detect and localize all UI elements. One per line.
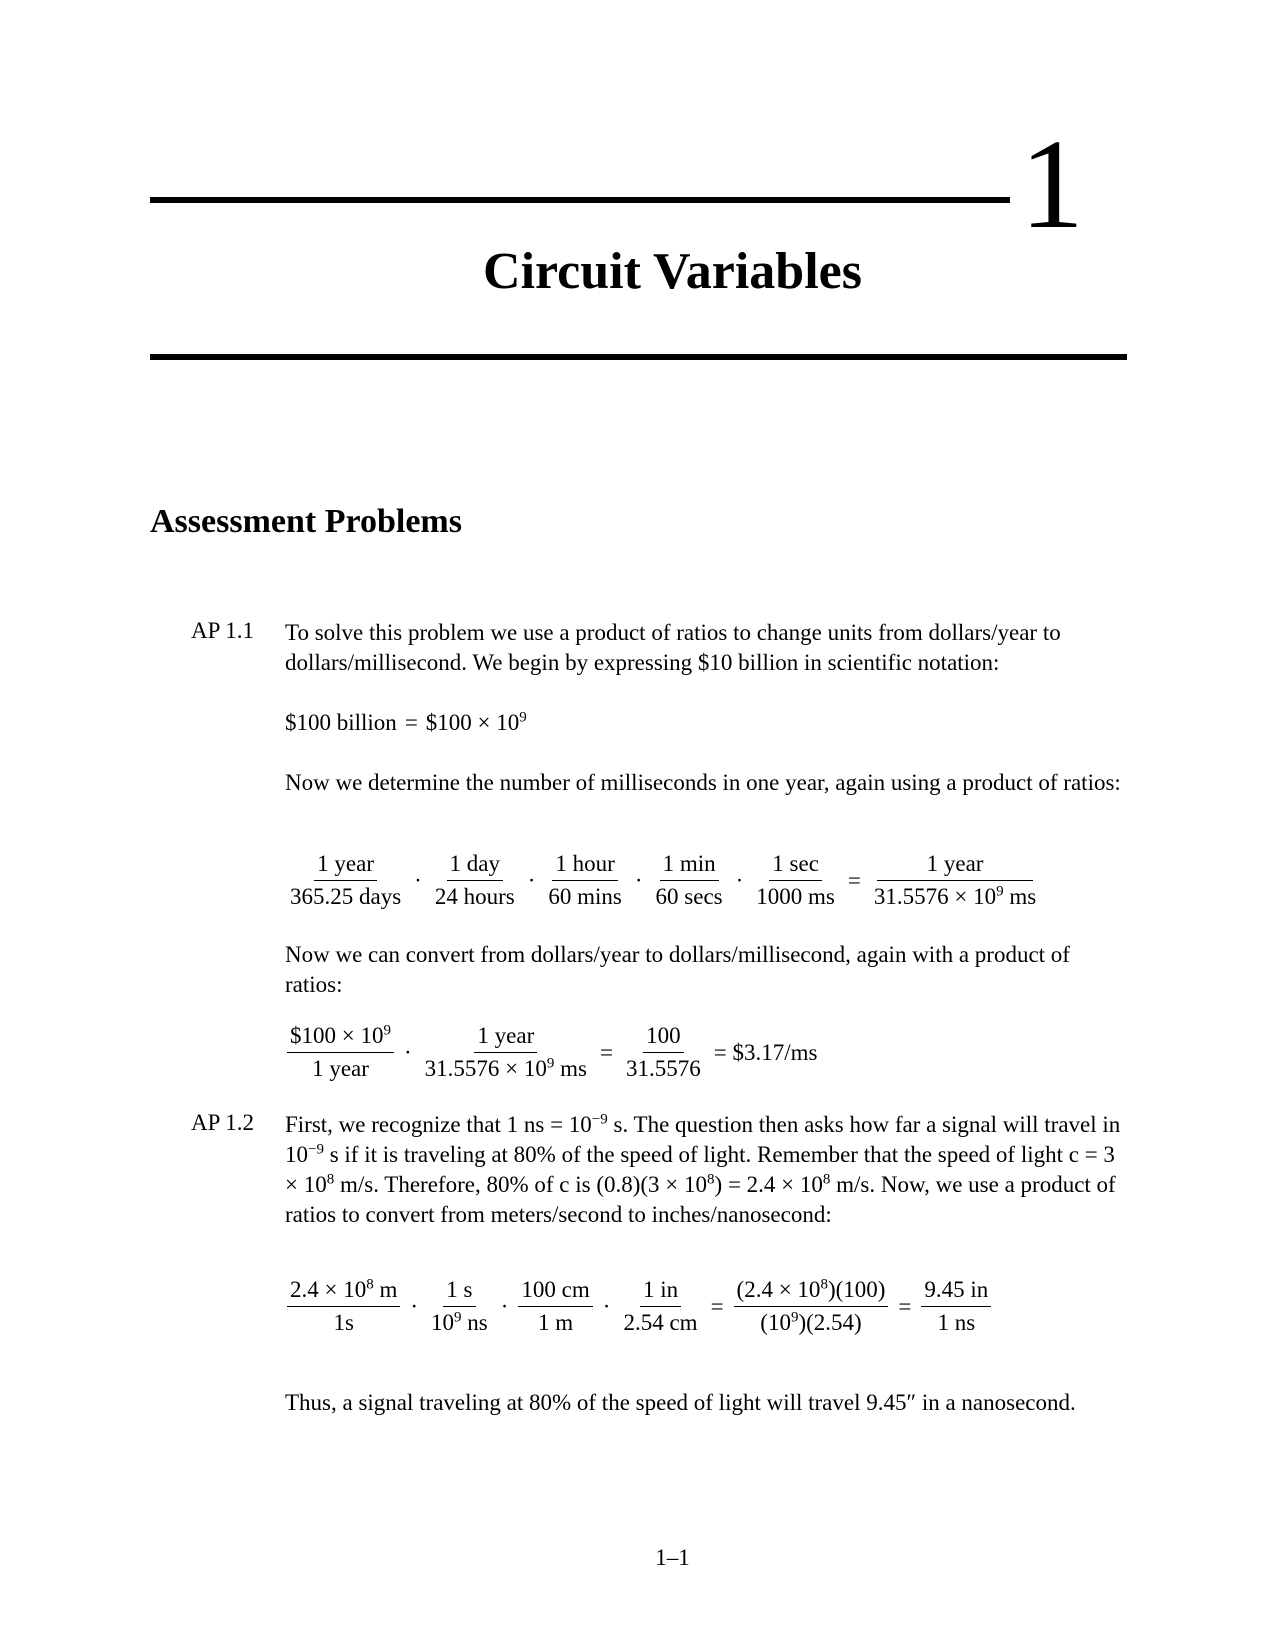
fraction: $\frac{\text{1 year}}{\text{365.25 days}}$	[290, 851, 402, 909]
page-number: 1–1	[655, 1545, 690, 1570]
header-rule-bottom	[150, 354, 1127, 360]
fraction: $\frac{(2.4 \times 10^8)(100)}{(10^9)(2.54)}$	[734, 1276, 889, 1337]
fraction: $\frac{1 \sec}{1000 ms}$	[756, 851, 835, 909]
fraction: $\frac{1 in}{2.54 cm}$	[623, 1277, 698, 1335]
fraction-result: $\frac{\text{1 year}}{31.5576 \times 10^9 ms}$	[873, 851, 1037, 909]
fraction: $\frac{100 cm}{1 m}$	[518, 1276, 592, 1337]
ap11-equation-dollars-per-ms: $\frac{\$100 \times 10^9}{\text{1 year}}$ · $\frac{\text{1 year}}{31.5576 \times 10^9 ms}$ = $\frac{100}{31.5576}$ = $3.17/ms	[285, 1022, 817, 1083]
eq3-result: = $3.17/ms	[713, 1039, 818, 1065]
ap12-conclusion-paragraph	[285, 1388, 1130, 1418]
ap11-intro-text: To solve this problem we use a product of ratios to change units from dollars/year to dollars/millisecond. We begin by expressing $10 billion in scientific notation:	[285, 620, 1061, 675]
fraction: $\frac{2.4 \times 10^8 m}{1s}$	[287, 1276, 400, 1337]
eq1-rhs: $100 × $10^9$	[425, 709, 527, 735]
fraction: $\frac{100}{31.5576}$	[625, 1023, 701, 1081]
ap12-conclusion-text: Thus, a signal traveling at 80% of the speed of light will travel 9.45″ in a nanosecond.	[285, 1390, 1076, 1415]
ap11-intro-paragraph	[285, 618, 1130, 678]
fraction: $\frac{9.45 in}{1 ns}$	[921, 1276, 991, 1337]
chapter-number: 1	[1020, 113, 1084, 255]
ap12-equation-inches-per-ns: $\frac{2.4 \times 10^8 m}{1s}$ · $\frac{1 s}{10^9 ns}$ · $\frac{100 cm}{1 m}$ · $\frac{1 in}{2.54 cm}$ = $\frac{(2.4 \times 10^8)(100)}{(10^9)(2.54)}$ = $\frac{9.45 in}{1 ns}$	[285, 1276, 993, 1337]
ap11-equation-billion	[285, 708, 527, 738]
section-title: Assessment Problems	[150, 503, 462, 540]
eq1-equals: =	[404, 710, 418, 735]
ap11-equation-ms-per-year: $\frac{\text{1 year}}{\text{365.25 days}}$ · $\frac{\text{1 day}}{\text{24 hours}}$ · $\frac{\text{1 hour}}{60 \min s}$ · $\frac{1 \min}{60 \sec s}$ · $\frac{1 \sec}{1000 ms}$ = $\frac{\text{1 year}}{31.5576 \times 10^9 ms}$	[285, 850, 1041, 911]
header-rule-top	[150, 197, 1010, 203]
ap11-convert-paragraph	[285, 940, 1130, 1000]
ap11-convert-text: Now we can convert from dollars/year to dollars/millisecond, again with a product of ratios:	[285, 942, 1070, 997]
ap11-ms-paragraph	[285, 768, 1130, 798]
fraction: $\frac{\text{1 year}}{31.5576 \times 10^9 ms}$	[424, 1023, 587, 1081]
ap12-intro-text: First, we recognize that 1 ns = $10^{-9}$ s. The question then asks how far a signal will travel in $10^{-9}$ s if it is traveling at 80% of the speed of light. Remember that the speed of light $c = 3 \times 10^8$ m/s. Therefore, 80% of c is $(0.8)(3 \times 10^8) = 2.4 \times 10^8$ m/s. Now, we use a product of ratios to convert from meters/second to inches/nanosecond:	[285, 1111, 1121, 1227]
problem-label-ap11: AP 1.1	[191, 618, 255, 643]
fraction: $\frac{\text{1 hour}}{60 \min s}$	[548, 851, 622, 909]
fraction: $\frac{\text{1 day}}{\text{24 hours}}$	[434, 851, 515, 909]
ap11-ms-text: Now we determine the number of milliseconds in one year, again using a product of ratios:	[285, 770, 1121, 795]
chapter-title: Circuit Variables	[483, 243, 862, 300]
fraction: $\frac{\$100 \times 10^9}{\text{1 year}}$	[287, 1022, 394, 1083]
eq1-lhs: $100 billion	[285, 710, 397, 735]
fraction: $\frac{1 \min}{60 \sec s}$	[655, 851, 723, 909]
ap12-intro-paragraph	[285, 1110, 1130, 1230]
problem-label-ap12: AP 1.2	[191, 1110, 255, 1135]
fraction: $\frac{1 s}{10^9 ns}$	[431, 1277, 488, 1335]
